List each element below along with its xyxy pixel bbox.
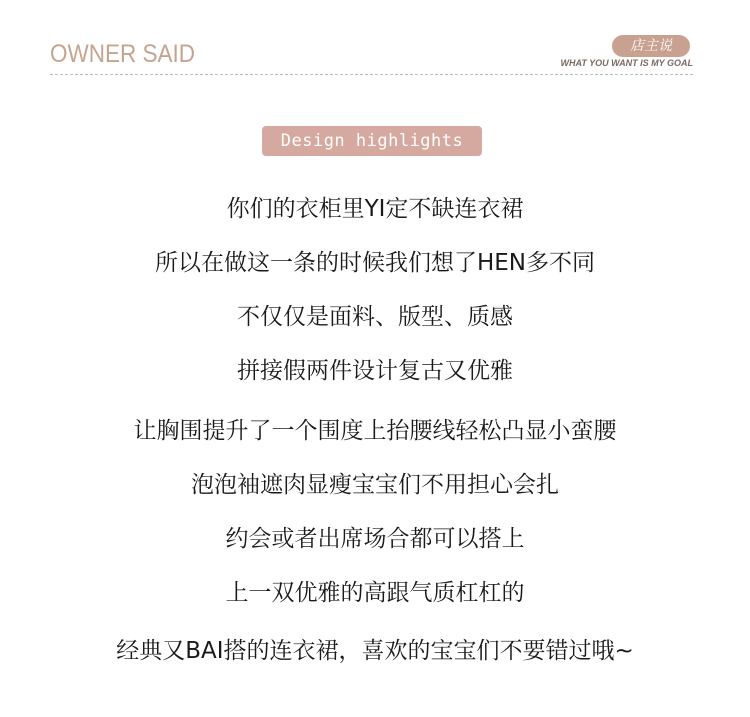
description-line: 不仅仅是面料、版型、质感 xyxy=(237,304,513,330)
description-line: 上一双优雅的高跟气质杠杠的 xyxy=(225,580,525,606)
description-line: 让胸围提升了一个围度上抬腰线轻松凸显小蛮腰 xyxy=(133,418,617,444)
description-line: 拼接假两件设计复古又优雅 xyxy=(237,358,513,384)
description-line: 你们的衣柜里YI定不缺连衣裙 xyxy=(226,196,524,222)
description-line: 经典又BAI搭的连衣裙，喜欢的宝宝们不要错过哦~ xyxy=(116,638,634,664)
owner-said-tagline: WHAT YOU WANT IS MY GOAL xyxy=(560,58,693,68)
description-line: 约会或者出席场合都可以搭上 xyxy=(225,526,525,552)
owner-said-badge: 店主说 xyxy=(612,35,690,57)
description-line: 泡泡袖遮肉显瘦宝宝们不用担心会扎 xyxy=(191,472,559,498)
owner-said-title: OWNER SAID xyxy=(50,40,196,68)
design-highlights-label: Design highlights xyxy=(262,126,482,156)
header-divider xyxy=(50,74,693,75)
description-line: 所以在做这一条的时候我们想了HEN多不同 xyxy=(154,250,596,276)
